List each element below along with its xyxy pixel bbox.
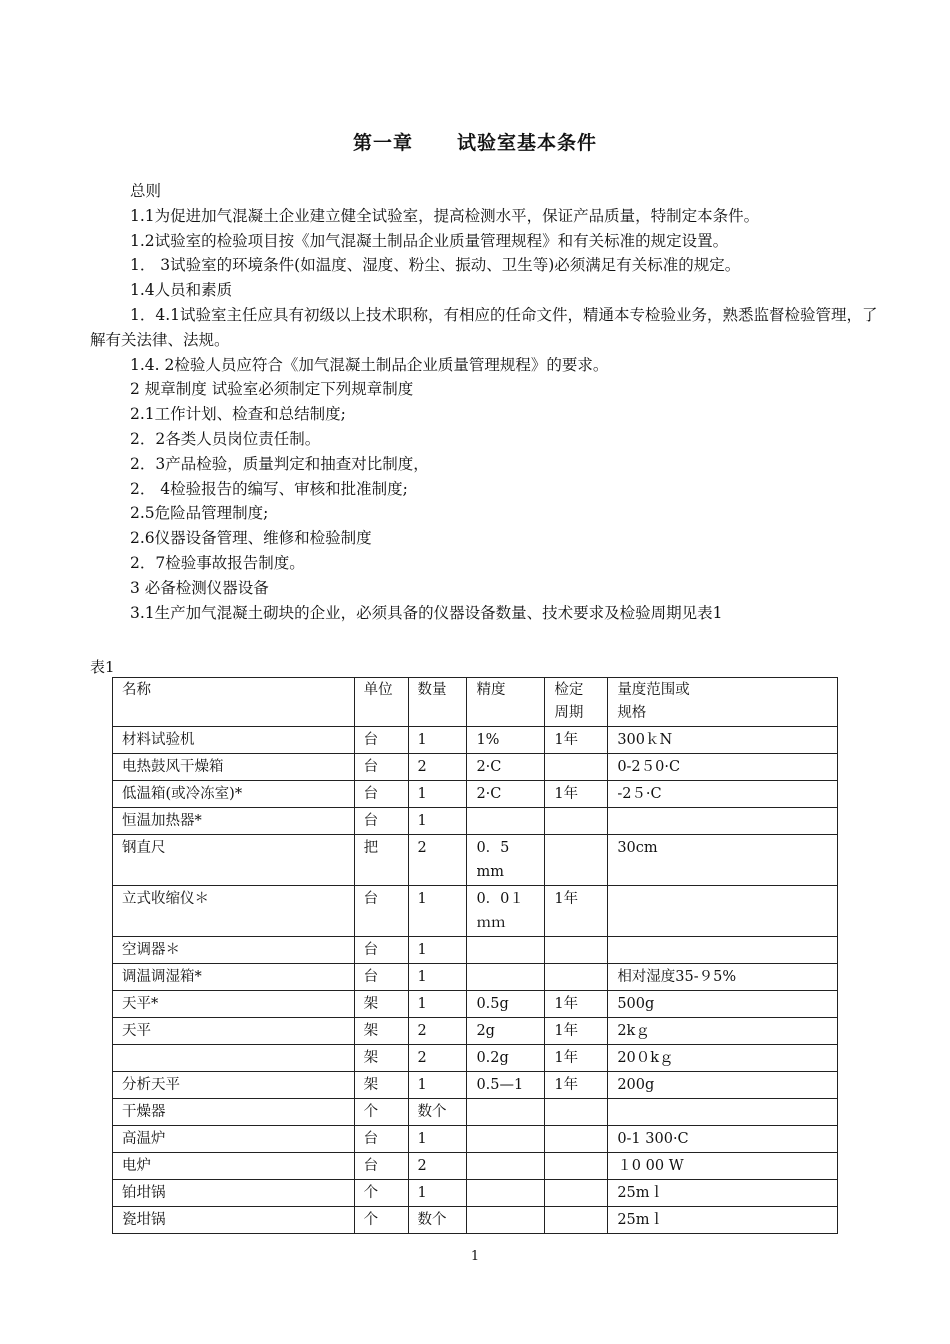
period-cell <box>545 937 608 964</box>
precision-cell: 0.5g <box>467 991 545 1018</box>
period-cell <box>545 1180 608 1207</box>
range-cell: 2kｇ <box>608 1018 838 1045</box>
table-row <box>113 1153 838 1180</box>
precision-cell <box>467 964 545 991</box>
precision-cell: 2·C <box>467 754 545 781</box>
table-row <box>113 1126 838 1153</box>
name-cell: 高温炉 <box>113 1126 355 1153</box>
precision-cell <box>467 1153 545 1180</box>
range-cell <box>608 886 838 937</box>
name-cell: 电炉 <box>113 1153 355 1180</box>
quantity-cell: 2 <box>408 1153 467 1180</box>
name-cell: 恒温加热器* <box>113 808 355 835</box>
quantity-cell: 数个 <box>408 1207 467 1234</box>
range-cell: 0-1 300·C <box>608 1126 838 1153</box>
range-cell <box>608 1099 838 1126</box>
period-cell: 1年 <box>545 781 608 808</box>
list-item: 2． 4检验报告的编写、审核和批准制度; <box>130 479 408 498</box>
range-cell <box>608 808 838 835</box>
unit-cell: 台 <box>354 937 408 964</box>
quantity-cell: 1 <box>408 808 467 835</box>
period-cell <box>545 964 608 991</box>
quantity-cell: 1 <box>408 937 467 964</box>
header-precision-cell: 精度 <box>467 678 545 727</box>
period-cell <box>545 754 608 781</box>
unit-cell: 台 <box>354 781 408 808</box>
quantity-cell: 1 <box>408 886 467 937</box>
range-cell: 25mｌ <box>608 1207 838 1234</box>
unit-cell: 台 <box>354 727 408 754</box>
name-cell: 天平 <box>113 1018 355 1045</box>
period-cell: 1年 <box>545 1072 608 1099</box>
paragraph: 总则 <box>130 182 162 200</box>
precision-cell <box>467 1126 545 1153</box>
name-cell: 铂坩锅 <box>113 1180 355 1207</box>
range-cell: １0 00 W <box>608 1153 838 1180</box>
period-cell: 1年 <box>545 1045 608 1072</box>
range-cell: 20０kｇ <box>608 1045 838 1072</box>
period-cell <box>545 1126 608 1153</box>
quantity-cell: 2 <box>408 835 467 886</box>
precision-cell <box>467 937 545 964</box>
name-cell: 分析天平 <box>113 1072 355 1099</box>
unit-cell: 架 <box>354 1018 408 1045</box>
range-cell: 0-2５0·C <box>608 754 838 781</box>
header-quantity-cell: 数量 <box>408 678 467 727</box>
range-cell: -2５·C <box>608 781 838 808</box>
quantity-cell: 2 <box>408 1018 467 1045</box>
precision-cell <box>467 1099 545 1126</box>
unit-cell: 台 <box>354 1153 408 1180</box>
table-row <box>113 754 838 781</box>
name-cell: 天平* <box>113 991 355 1018</box>
chapter-number: 第一章 <box>352 132 413 154</box>
period-cell: 1年 <box>545 991 608 1018</box>
unit-cell: 台 <box>354 964 408 991</box>
equipment-table <box>112 677 838 1234</box>
name-cell: 调温调湿箱* <box>113 964 355 991</box>
quantity-cell: 2 <box>408 754 467 781</box>
header-range-cell: 量度范围或 规格 <box>608 678 838 727</box>
precision-cell <box>467 1207 545 1234</box>
quantity-cell: 1 <box>408 1126 467 1153</box>
header-name-cell: 名称 <box>113 678 355 727</box>
unit-cell: 台 <box>354 754 408 781</box>
table-row <box>113 808 838 835</box>
section-heading: 2 规章制度 试验室必须制定下列规章制度 <box>130 380 414 399</box>
period-cell <box>545 835 608 886</box>
precision-cell: 2·C <box>467 781 545 808</box>
quantity-cell: 1 <box>408 1072 467 1099</box>
precision-cell <box>467 1180 545 1207</box>
unit-cell: 个 <box>354 1180 408 1207</box>
table-row <box>113 964 838 991</box>
unit-cell: 个 <box>354 1207 408 1234</box>
quantity-cell: 1 <box>408 991 467 1018</box>
unit-cell: 台 <box>354 1126 408 1153</box>
name-cell: 材料试验机 <box>113 727 355 754</box>
name-cell: 立式收缩仪＊ <box>113 886 355 937</box>
range-cell: 30cm <box>608 835 838 886</box>
range-cell: 300ｋN <box>608 727 838 754</box>
quantity-cell: 数个 <box>408 1099 467 1126</box>
list-item: 2．2各类人员岗位责任制。 <box>130 429 321 448</box>
paragraph: 1．4.1试验室主任应具有初级以上技术职称，有相应的任命文件，精通本专检验业务，熟悉监督检验管理，了解有关法律、法规。 <box>90 305 878 349</box>
range-cell: 相对湿度35-９5% <box>608 964 838 991</box>
precision-cell: 2g <box>467 1018 545 1045</box>
table-row <box>113 1045 838 1072</box>
name-cell: 电热鼓风干燥箱 <box>113 754 355 781</box>
quantity-cell: 1 <box>408 727 467 754</box>
page-number: 1 <box>470 1249 480 1264</box>
paragraph: 1.1为促进加气混凝土企业建立健全试验室，提高检测水平，保证产品质量，特制定本条件。 <box>130 206 760 225</box>
name-cell <box>113 1045 355 1072</box>
unit-cell: 个 <box>354 1099 408 1126</box>
table-row <box>113 991 838 1018</box>
list-item: 2．3产品检验，质量判定和抽查对比制度， <box>130 454 429 473</box>
range-cell: 500g <box>608 991 838 1018</box>
name-cell: 钢直尺 <box>113 835 355 886</box>
table-row <box>113 727 838 754</box>
unit-cell: 架 <box>354 1045 408 1072</box>
period-cell <box>545 1207 608 1234</box>
list-item: 2.6仪器设备管理、维修和检验制度 <box>130 529 372 548</box>
precision-cell: 0．5 mm <box>467 835 545 886</box>
list-item: 2.5危险品管理制度; <box>130 504 269 523</box>
name-cell: 低温箱(或冷冻室)* <box>113 781 355 808</box>
chapter-name: 试验室基本条件 <box>457 132 598 154</box>
table-label: 表1 <box>90 658 115 676</box>
table-row <box>113 781 838 808</box>
precision-cell: 1% <box>467 727 545 754</box>
section-heading: 3 必备检测仪器设备 <box>130 578 269 597</box>
range-cell: 200g <box>608 1072 838 1099</box>
period-cell <box>545 1153 608 1180</box>
chapter-title <box>0 128 950 155</box>
table-row <box>113 1207 838 1234</box>
quantity-cell: 1 <box>408 781 467 808</box>
unit-cell: 把 <box>354 835 408 886</box>
table-row <box>113 1180 838 1207</box>
paragraph: 3.1生产加气混凝土砌块的企业，必须具备的仪器设备数量、技术要求及检验周期见表1 <box>130 603 723 622</box>
table-row <box>113 886 838 937</box>
section-heading: 1.4人员和素质 <box>130 281 233 300</box>
paragraph: 1.2试验室的检验项目按《加气混凝土制品企业质量管理规程》和有关标准的规定设置。 <box>130 231 729 250</box>
paragraph: 1.4. 2检验人员应符合《加气混凝土制品企业质量管理规程》的要求。 <box>130 355 609 374</box>
unit-cell: 台 <box>354 808 408 835</box>
header-period-cell: 检定 周期 <box>545 678 608 727</box>
table-header-row <box>113 678 838 727</box>
range-cell: 25mｌ <box>608 1180 838 1207</box>
period-cell: 1年 <box>545 886 608 937</box>
unit-cell: 台 <box>354 886 408 937</box>
unit-cell: 架 <box>354 1072 408 1099</box>
quantity-cell: 1 <box>408 964 467 991</box>
table-row <box>113 1099 838 1126</box>
table-row <box>113 835 838 886</box>
list-item: 2.1工作计划、检查和总结制度; <box>130 405 346 424</box>
name-cell: 瓷坩锅 <box>113 1207 355 1234</box>
precision-cell: 0.5—1 <box>467 1072 545 1099</box>
period-cell <box>545 808 608 835</box>
period-cell: 1年 <box>545 1018 608 1045</box>
name-cell: 空调器＊ <box>113 937 355 964</box>
period-cell: 1年 <box>545 727 608 754</box>
header-unit-cell: 单位 <box>354 678 408 727</box>
table-row <box>113 1072 838 1099</box>
range-cell <box>608 937 838 964</box>
paragraph: 1． 3试验室的环境条件(如温度、湿度、粉尘、振动、卫生等)必须满足有关标准的规定。 <box>130 256 741 275</box>
precision-cell <box>467 808 545 835</box>
precision-cell: 0.2g <box>467 1045 545 1072</box>
quantity-cell: 2 <box>408 1045 467 1072</box>
list-item: 2．7检验事故报告制度。 <box>130 553 305 572</box>
quantity-cell: 1 <box>408 1180 467 1207</box>
table-row <box>113 1018 838 1045</box>
unit-cell: 架 <box>354 991 408 1018</box>
period-cell <box>545 1099 608 1126</box>
precision-cell: 0．0１ ｍｍ <box>467 886 545 937</box>
table-row <box>113 937 838 964</box>
name-cell: 干燥器 <box>113 1099 355 1126</box>
body-text <box>90 179 880 625</box>
